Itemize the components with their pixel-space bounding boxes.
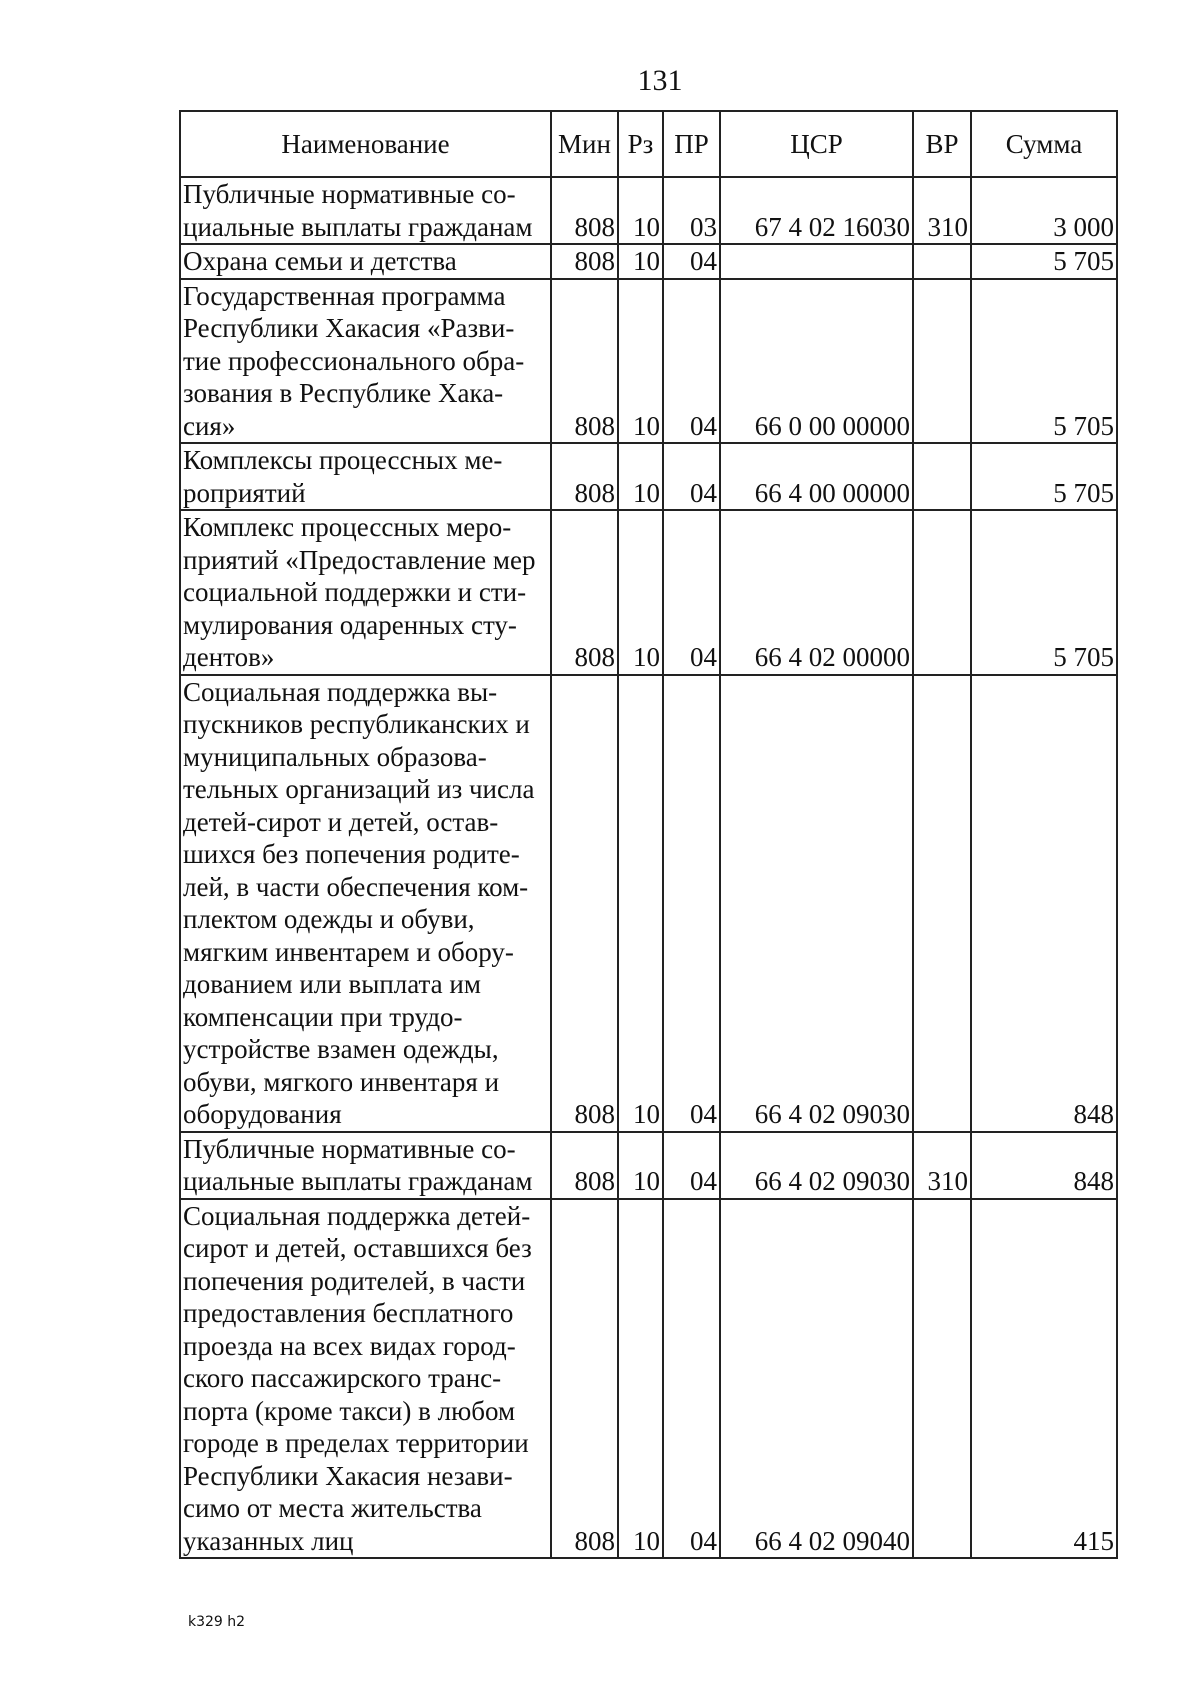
cell-name: Социальная поддержка вы- пускников республиканских и муниципальных образова- тельных организаций из числа детей-сирот и детей, остав- шихся без попечения родите- лей, в части обеспечения ком- плектом одежды и обуви, мягким инвентарем и обору- дованием или выплата им компенсации при трудо- устройстве взамен одежды, обуви, мягкого инвентаря и оборудования — [180, 675, 551, 1132]
cell-sum: 3 000 — [971, 177, 1117, 244]
table-row — [180, 244, 1117, 279]
budget-table — [179, 110, 1118, 1559]
table-row — [180, 279, 1117, 444]
cell-csr: 66 4 02 00000 — [720, 510, 913, 675]
cell-rz: 10 — [618, 244, 663, 279]
cell-csr: 66 4 02 09040 — [720, 1199, 913, 1559]
cell-pr: 03 — [663, 177, 720, 244]
cell-min: 808 — [551, 244, 618, 279]
cell-pr: 04 — [663, 443, 720, 510]
cell-min: 808 — [551, 1199, 618, 1559]
cell-rz: 10 — [618, 510, 663, 675]
header-rz: Рз — [618, 111, 663, 177]
header-csr: ЦСР — [720, 111, 913, 177]
cell-sum: 5 705 — [971, 244, 1117, 279]
cell-pr: 04 — [663, 1199, 720, 1559]
cell-name: Государственная программа Республики Хакасия «Разви- тие профессионального обра- зования в Республике Хака- сия» — [180, 279, 551, 444]
header-name: Наименование — [180, 111, 551, 177]
cell-rz: 10 — [618, 675, 663, 1132]
cell-vr — [913, 244, 971, 279]
table-row — [180, 510, 1117, 675]
cell-rz: 10 — [618, 177, 663, 244]
cell-csr: 66 0 00 00000 — [720, 279, 913, 444]
cell-sum: 5 705 — [971, 510, 1117, 675]
cell-vr: 310 — [913, 177, 971, 244]
cell-pr: 04 — [663, 244, 720, 279]
cell-csr: 67 4 02 16030 — [720, 177, 913, 244]
cell-name: Комплексы процессных ме- роприятий — [180, 443, 551, 510]
table-header-row — [180, 111, 1117, 177]
page-number: 131 — [637, 64, 683, 97]
cell-min: 808 — [551, 443, 618, 510]
header-min: Мин — [551, 111, 618, 177]
cell-min: 808 — [551, 177, 618, 244]
cell-pr: 04 — [663, 279, 720, 444]
table-row — [180, 1132, 1117, 1199]
cell-vr — [913, 675, 971, 1132]
table-row — [180, 443, 1117, 510]
cell-sum: 5 705 — [971, 443, 1117, 510]
cell-pr: 04 — [663, 1132, 720, 1199]
cell-name: Охрана семьи и детства — [180, 244, 551, 279]
header-pr: ПР — [663, 111, 720, 177]
cell-vr: 310 — [913, 1132, 971, 1199]
cell-vr — [913, 1199, 971, 1559]
cell-name: Публичные нормативные со- циальные выплаты гражданам — [180, 1132, 551, 1199]
cell-csr: 66 4 00 00000 — [720, 443, 913, 510]
cell-sum: 5 705 — [971, 279, 1117, 444]
cell-name: Комплекс процессных меро- приятий «Предоставление мер социальной поддержки и сти- мулирования одаренных сту- дентов» — [180, 510, 551, 675]
cell-sum: 848 — [971, 1132, 1117, 1199]
footer-code: k329 h2 — [188, 1614, 246, 1630]
cell-name: Публичные нормативные со- циальные выплаты гражданам — [180, 177, 551, 244]
cell-vr — [913, 279, 971, 444]
cell-pr: 04 — [663, 675, 720, 1132]
cell-name: Социальная поддержка детей- сирот и детей, оставшихся без попечения родителей, в части предоставления бесплатного проезда на всех видах город- ского пассажирского транс- порта (кроме такси) в любом городе в пределах территории Республики Хакасия незави- симо от места жительства указанных лиц — [180, 1199, 551, 1559]
cell-rz: 10 — [618, 1132, 663, 1199]
header-sum: Сумма — [971, 111, 1117, 177]
cell-min: 808 — [551, 675, 618, 1132]
cell-rz: 10 — [618, 1199, 663, 1559]
cell-rz: 10 — [618, 443, 663, 510]
cell-min: 808 — [551, 510, 618, 675]
cell-csr: 66 4 02 09030 — [720, 675, 913, 1132]
header-vr: ВР — [913, 111, 971, 177]
cell-csr — [720, 244, 913, 279]
cell-sum: 848 — [971, 675, 1117, 1132]
cell-min: 808 — [551, 1132, 618, 1199]
cell-min: 808 — [551, 279, 618, 444]
cell-vr — [913, 510, 971, 675]
cell-pr: 04 — [663, 510, 720, 675]
cell-vr — [913, 443, 971, 510]
table-row — [180, 177, 1117, 244]
table-row — [180, 675, 1117, 1132]
cell-rz: 10 — [618, 279, 663, 444]
table-row — [180, 1199, 1117, 1559]
cell-csr: 66 4 02 09030 — [720, 1132, 913, 1199]
cell-sum: 415 — [971, 1199, 1117, 1559]
